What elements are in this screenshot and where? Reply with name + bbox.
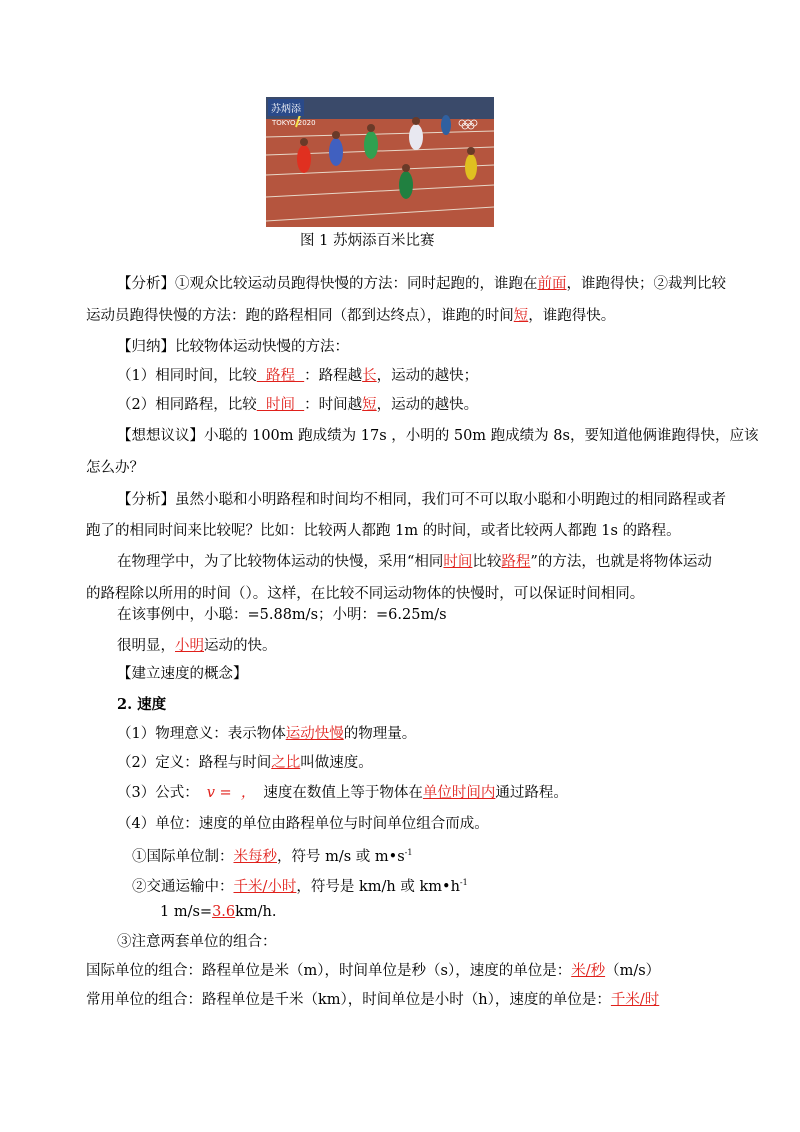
text: 国际单位的组合：路程单位是米（m），时间单位是秒（s），速度的单位是： bbox=[86, 963, 572, 979]
analysis-line-2 bbox=[86, 306, 615, 326]
race-photo bbox=[266, 97, 494, 227]
answer-front: 前面 bbox=[537, 276, 567, 292]
text: ”的方法，也就是将物体运动 bbox=[530, 554, 712, 570]
text: 常用单位的组合：路程单位是千米（km），时间单位是小时（h），速度的单位是： bbox=[86, 992, 611, 1008]
physical-meaning bbox=[117, 724, 416, 744]
text: 叫做速度。 bbox=[300, 755, 373, 771]
text: 的物理量。 bbox=[343, 726, 417, 742]
text: （1）相同时间，比较 bbox=[117, 368, 257, 384]
text: ：时间越 bbox=[304, 397, 363, 413]
answer-xiaoming: 小明 bbox=[175, 638, 204, 654]
race-photo-illustration bbox=[266, 97, 494, 227]
physics-method-line-1 bbox=[117, 552, 712, 572]
answer-short: 短 bbox=[513, 308, 529, 324]
answer-unit-time: 单位时间内 bbox=[422, 785, 496, 801]
text: ，谁跑得快。 bbox=[528, 308, 616, 324]
text: ：路程越 bbox=[304, 368, 363, 384]
answer-motion-speed: 运动快慢 bbox=[285, 726, 344, 742]
definition bbox=[117, 753, 373, 773]
text: 【分析】虽然小聪和小明路程和时间均不相同，我们可不可以取小聪和小明跑过的相同路程或者 bbox=[117, 492, 726, 508]
text: km/h. bbox=[235, 904, 277, 920]
text: ，符号 m/s 或 m•s bbox=[277, 848, 405, 865]
unit-conversion bbox=[160, 902, 277, 922]
answer-distance: 路程 bbox=[256, 368, 305, 384]
unit-note bbox=[117, 932, 277, 952]
physics-method-line-2 bbox=[86, 584, 644, 604]
formula bbox=[117, 783, 568, 803]
text: 【想想议议】小聪的 100m 跑成绩为 17s ，小明的 50m 跑成绩为 8s，要知道他俩谁跑得快，应该 bbox=[117, 428, 759, 444]
text: 运动的快。 bbox=[204, 638, 277, 654]
text: 通过路程。 bbox=[495, 785, 568, 801]
text: ③注意两套单位的组合： bbox=[117, 934, 277, 950]
formula-v: v = ， bbox=[206, 785, 256, 801]
answer-meter-per-second: 米每秒 bbox=[233, 848, 277, 865]
text: ，运动的越快； bbox=[376, 368, 479, 384]
text: 怎么办？ bbox=[86, 460, 144, 476]
analysis-2-line-2 bbox=[86, 521, 681, 541]
text: ，符号是 km/h 或 km•h bbox=[296, 878, 460, 895]
method-1 bbox=[117, 366, 478, 386]
si-combination bbox=[86, 961, 660, 981]
text: （2）定义：路程与时间 bbox=[117, 755, 272, 771]
si-unit bbox=[132, 843, 412, 867]
text: （3）公式： bbox=[117, 785, 199, 801]
analysis-line-1 bbox=[117, 274, 726, 294]
text: 在该事例中，小聪：=5.88m/s；小明：=6.25m/s bbox=[117, 607, 447, 623]
superscript: -1 bbox=[404, 848, 413, 857]
concept-heading bbox=[117, 664, 248, 684]
text: ，运动的越快。 bbox=[376, 397, 479, 413]
answer-ratio: 之比 bbox=[271, 755, 301, 771]
text: 2. 速度 bbox=[117, 696, 167, 713]
text: （4）单位：速度的单位由路程单位与时间单位组合而成。 bbox=[117, 816, 489, 832]
method-2 bbox=[117, 395, 478, 415]
answer-distance-2: 路程 bbox=[501, 554, 531, 570]
text: （1）物理意义：表示物体 bbox=[117, 726, 286, 742]
answer-3-6: 3.6 bbox=[212, 904, 236, 920]
discussion-line-1 bbox=[117, 426, 758, 446]
text: 运动员跑得快慢的方法：跑的路程相同（都到达终点），谁跑的时间 bbox=[86, 308, 514, 324]
answer-time: 时间 bbox=[256, 397, 305, 413]
superscript: -1 bbox=[459, 878, 468, 887]
text: 1 m/s= bbox=[160, 904, 213, 920]
text: 很明显， bbox=[117, 638, 175, 654]
olympics-label: TOKYO 2020 bbox=[272, 119, 316, 127]
answer-m-per-s: 米/秒 bbox=[571, 963, 606, 979]
answer-km-per-hour: 千米/小时 bbox=[233, 878, 297, 895]
text: ②交通运输中： bbox=[132, 878, 234, 895]
text: 在物理学中，为了比较物体运动的快慢，采用“相同 bbox=[117, 554, 444, 570]
text: （2）相同路程，比较 bbox=[117, 397, 257, 413]
common-combination bbox=[86, 990, 659, 1010]
text: ①国际单位制： bbox=[132, 848, 234, 865]
text: 比较 bbox=[472, 554, 502, 570]
section-title-speed bbox=[117, 695, 166, 715]
text: ，谁跑得快；②裁判比较 bbox=[566, 276, 726, 292]
text: 速度在数值上等于物体在 bbox=[263, 785, 423, 801]
photo-name-badge: 苏炳添 bbox=[268, 99, 304, 116]
text: 【分析】①观众比较运动员跑得快慢的方法：同时起跑的，谁跑在 bbox=[117, 276, 538, 292]
answer-long: 长 bbox=[362, 368, 377, 384]
summary-heading bbox=[117, 337, 349, 357]
example-speeds bbox=[117, 605, 447, 625]
text: 跑了的相同时间来比较呢？比如：比较两人都跑 1m 的时间，或者比较两人都跑 1s 的路程。 bbox=[86, 523, 681, 539]
analysis-2-line-1 bbox=[117, 490, 726, 510]
unit-description bbox=[117, 814, 489, 834]
conclusion bbox=[117, 636, 277, 656]
figure-caption: 图 1 苏炳添百米比赛 bbox=[300, 233, 435, 249]
answer-km-per-h: 千米/时 bbox=[610, 992, 660, 1008]
text: 的路程除以所用的时间（）。这样，在比较不同运动物体的快慢时，可以保证时间相同。 bbox=[86, 586, 645, 602]
traffic-unit bbox=[132, 873, 468, 897]
answer-time-2: 时间 bbox=[443, 554, 473, 570]
answer-short-2: 短 bbox=[362, 397, 377, 413]
text: 【建立速度的概念】 bbox=[117, 666, 248, 682]
text: 【归纳】比较物体运动快慢的方法： bbox=[117, 339, 349, 355]
discussion-line-2 bbox=[86, 458, 144, 478]
text: （m/s） bbox=[605, 963, 661, 979]
